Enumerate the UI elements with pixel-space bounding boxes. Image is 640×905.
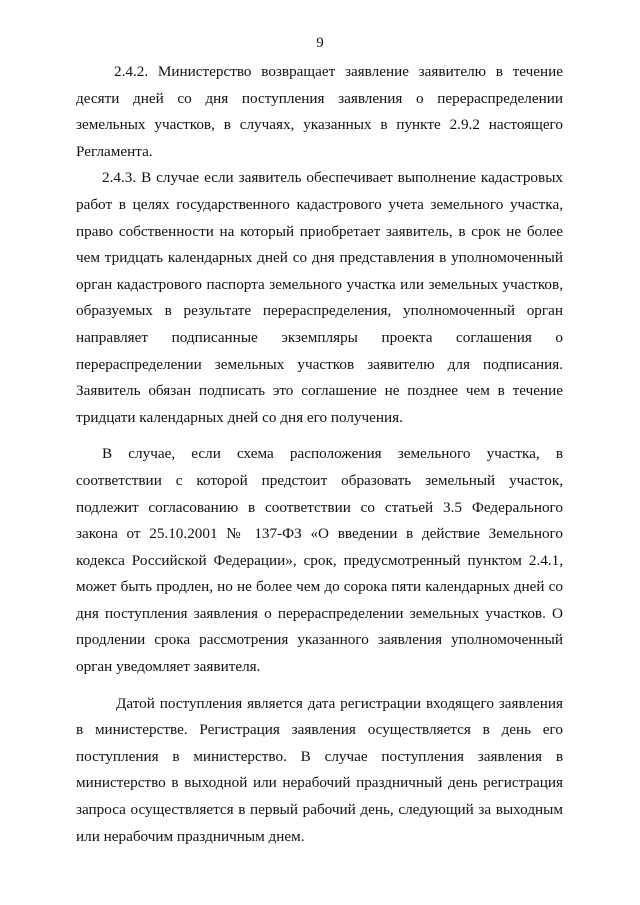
paragraph-extension: В случае, если схема расположения земельного участка, в соответствии с которой предстоит образовать земельный участок, подлежит согласованию в соответствии со статьей 3.5 Федерального закона от 25.10.2001 № 137-ФЗ «О введении в действие Земельного кодекса Российской Федерации», срок, предусмотренный пунктом 2.4.1, может быть продлен, но не более чем до сорока пяти календарных дней со дня поступления заявления о перераспределении земельных участков. О продлении срока рассмотрения указанного заявления уполномоченный орган уведомляет заявителя. bbox=[76, 445, 563, 676]
paragraph-2-4-2: 2.4.2. Министерство возвращает заявление заявителю в течение десяти дней со дня поступления заявления о перераспределении земельных участков, в случаях, указанных в пункте 2.9.2 настоящего Регламента. bbox=[76, 63, 563, 160]
page-number: 9 bbox=[316, 35, 324, 51]
paragraph-registration: Датой поступления является дата регистрации входящего заявления в министерстве. Регистрация заявления осуществляется в день его поступления в министерство. В случае поступления заявления в министерство в выходной или нерабочий праздничный день регистрация запроса осуществляется в первый рабочий день, следующий за выходным или нерабочим праздничным днем. bbox=[76, 694, 563, 845]
paragraph-2-4-3: 2.4.3. В случае если заявитель обеспечивает выполнение кадастровых работ в целях государственного кадастрового учета земельного участка, право собственности на который приобретает заявитель, в срок не более чем тридцать календарных дней со дня представления в уполномоченный орган кадастрового паспорта земельного участка или земельных участков, образуемых в результате перераспределения, уполномоченный орган направляет подписанные экземпляры проекта соглашения о перераспределении земельных участков заявителю для подписания. Заявитель обязан подписать это соглашение не позднее чем в течение тридцати календарных дней со дня его получения. bbox=[76, 169, 563, 426]
document-body bbox=[76, 59, 563, 850]
